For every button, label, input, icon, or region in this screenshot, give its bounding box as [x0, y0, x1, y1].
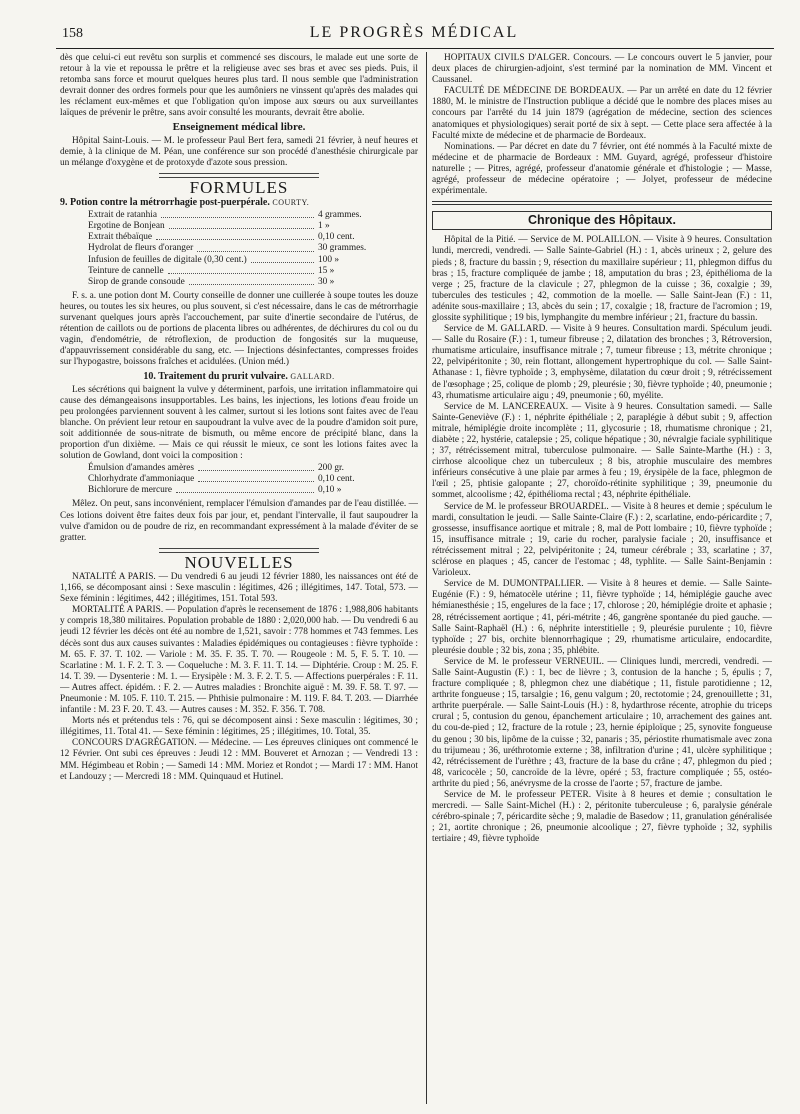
formula-9-title	[60, 197, 418, 208]
rx-qty: 4 grammes.	[318, 210, 362, 221]
alger-paragraph: HÔPITAUX CIVILS D'ALGER. Concours. — Le concours ouvert le 5 janvier, pour deux places de chirurgien-adjoint, s'est terminé par la nomination de MM. Vincent et Caussanel.	[432, 53, 772, 86]
rx-item: Bichlorure de mercure	[88, 485, 173, 496]
rx-qty: 200 gr.	[318, 463, 344, 474]
column-divider	[426, 52, 427, 1104]
formula-10-text2: Mêlez. On peut, sans inconvénient, remplacer l'émulsion d'amandes par de l'eau distillée. — Ces lotions doivent être faites deux fois par jour, et, pendant l'intervalle, il faut saupoudrer la vulve d'amidon ou de poudre de riz, en recommandant expressément à la malade d'éviter de se gratter.	[60, 499, 418, 543]
rx-qty: 0,10 cent.	[318, 474, 355, 485]
verneuil-paragraph: Service de M. le professeur VERNEUIL. — Cliniques lundi, mercredi, vendredi. — Salle Saint-Augustin (F.) : 1, bec de lièvre ; 3, contusion de la hanche ; 5, épulis ; 7, fracture compliquée ; 8, phlegmon chez une diabétique ; 11, fistule parotidienne ; 12, arthrite fongueuse ; 15, tarsalgie ; 16, genu valgum ; 20, rectotomie ; 24, grenouillette ; 31, arthrite puerpérale. — Salle Saint-Louis (H.) : 8, hydarthrose récente, atrophie du triceps crural ; 5, contusion du genou, épanchement articulaire ; 10, arrachement des gaines ant. du cou-de-pied ; 12, fracture de la rotule ; 23, hernie épiploïque ; 25, synovite fongueuse du genou ; 30 bis, lipôme de la cuisse ; 32, panaris ; 35, périostite rhumatismale avec zona du trijumeau ; 36, uréthrotomie externe ; 38, infiltration d'urine ; 41, ulcère syphilitique ; 42, rétrécissement de l'urèthre ; 43, fracture de la base du crâne ; 47, phlegmon du pied ; 48, varicocèle ; 50, cancroïde de la lèvre, opéré ; 53, fracture compliquée ; 55, ostéo-arthrite du pied ; 56, anévrysme de la crosse de l'aorte ; 57, fracture de jambe.	[432, 656, 772, 789]
chronique-title: Chronique des Hôpitaux.	[432, 211, 772, 230]
rx-row	[88, 221, 388, 232]
peter-paragraph: Service de M. le professeur PETER. Visite à 8 heures et demie ; consultation le mercredi. — Salle Saint-Michel (H.) : 2, péritonite tuberculeuse ; 6, paralysie générale cérébro-spinale ; 7, péricardite sèche ; 9, maladie de Basedow ; 11, granulation généralisée ; 21, aortite chronique ; 26, pneumonie alcoolique ; 27, fièvre typhoïde ; 32, syphilis tertiaire ; 49, fièvre typhoïde	[432, 790, 772, 845]
rx-item: Émulsion d'amandes amères	[88, 463, 194, 474]
rx-row	[88, 232, 388, 243]
enseignement-text: Hôpital Saint-Louis. — M. le professeur Paul Bert fera, samedi 21 février, à neuf heures et demie, à la clinique de M. Péan, une conférence sur son procédé d'anesthésie chirurgicale par un mélange d'oxygène et de protoxyde d'azote sous pression.	[60, 135, 418, 168]
right-column	[432, 53, 772, 1105]
rx-qty: 0,10 cent.	[318, 232, 355, 243]
intro-paragraph: dès que celui-ci eut revêtu son surplis et commencé ses discours, le malade eut une sorte de retour à la vie et repoussa le prêtre et la religieuse avec ses bras et avec ses pieds. Puis, il retomba sans force et mourut quelques heures plus tard. Il nous semble que l'administration devrait donner des ordres formels pour que les aumôniers ne vinssent qu'après des malades qui les réclament eux-mêmes et que l'obligation qu'on impose aux sœurs ou aux surveillantes laïques de prévenir le prêtre, sans avoir consulté les mourants, devrait être abolie.	[60, 53, 418, 119]
gallard-paragraph: Service de M. GALLARD. — Visite à 9 heures. Consultation mardi. Spéculum jeudi. — Salle du Rosaire (F.) : 1, tumeur fibreuse ; 2, dilatation des bronches ; 3, Rétroversion, rhumatisme articulaire, insuffisance mitrale ; 7, tumeur fibreuse ; 13, métrite chronique ; 22, pelvipéritonite ; 30, rein flottant, allongement hypertrophique du col. — Salle Saint-Athanase : 1, fièvre typhoïde ; 3, emphysème, dilatation du cœur droit ; 9, rétrécissement de l'œsophage ; 25, colique de plomb ; 29, pleurésie ; 30, fièvre typhoïde ; 40, pneumonie ; 43, rhumatisme articulaire aigu ; 49, pneumonie ; 60, myélite.	[432, 324, 772, 401]
pitie-paragraph: Hôpital de la Pitié. — Service de M. POLAILLON. — Visite à 9 heures. Consultation lundi, mercredi, vendredi. — Salle Sainte-Gabriel (H.) : 1, abcès urineux ; 2, gelure des pieds ; 8, fracture du bassin ; 9, résection du maxillaire supérieur ; 11, phlegmon diffus du bras ; 15, fracture compliquée de jambe ; 18, amputation du bras ; 23, épithélioma de la verge ; 25, fracture de la clavicule ; 27, phlegmon de la cuisse ; 36, coxalgie ; 39, tubercules des testicules ; 42, commotion de la moelle. — Salle Saint-Jean (F.) : 11, adénite sous-maxillaire ; 13, abcès du sein ; 17, coxalgie ; 18, fracture de l'acromion ; 19, glossite syphilitique ; 19 bis, lymphangite du membre inférieur ; 21, fracture du bassin.	[432, 235, 772, 323]
formula-9-text: F. s. a. une potion dont M. Courty conseille de donner une cuillerée à soupe toutes les douze heures, ou toutes les six heures, ou plus souvent, si c'est nécessaire, dans le cas de métrorrhagie survenant quelques jours après l'accouchement, par suite d'inertie secondaire de l'utérus, de rétention de caillots ou de portions de placenta libres ou adhérentes, de déchirures du col ou du vagin, d'endométrie, de rétroflexion, de production de fongosités sur la muqueuse, d'appauvrissement considérable du sang, etc. — Injections désinfectantes, compresses froides sur l'hypogastre, boissons fraîches et acidulées. (Union méd.)	[60, 290, 418, 368]
rx-row	[88, 485, 388, 496]
rx-item: Infusion de feuilles de digitale (0,30 cent.)	[88, 254, 247, 265]
page-number: 158	[62, 26, 83, 41]
section-rule	[432, 201, 772, 205]
rx-qty: 1 »	[318, 221, 330, 232]
rx-row	[88, 210, 388, 221]
concours-paragraph: CONCOURS D'AGRÉGATION. — Médecine. — Les épreuves cliniques ont commencé le 12 Février. Ont subi ces épreuves : Jeudi 12 : MM. Bouveret et Arnozan ; — Vendredi 13 : MM. Hégimbeau et Robin ; — Samedi 14 : MM. Moriez et Rondot ; — Mardi 17 : MM. Hanot et Landouzy ; — Mercredi 18 : MM. Quinquaud et Hutinel.	[60, 738, 418, 782]
formula-10-prescription	[88, 463, 388, 496]
rx-qty: 15 »	[318, 265, 335, 276]
formula-10-author: GALLARD.	[290, 372, 335, 382]
formula-9-author: COURTY.	[272, 198, 310, 208]
left-column	[60, 53, 418, 1105]
rx-item: Teinture de cannelle	[88, 265, 164, 276]
formula-9-prescription	[88, 210, 388, 288]
dumontpallier-paragraph: Service de M. DUMONTPALLIER. — Visite à 8 heures et demie. — Salle Sainte-Eugénie (F.) : 9, hématocèle utérine ; 11, fièvre typhoïde ; 14, hémiplégie gauche avec hémianesthésie ; 15, engelures de la face ; 17, chlorose ; 20, hémiplégie droite et aphasie ; 28, rétrécissement aortique ; 41, péri-métrite ; 46, gangrène spontanée du pied gauche. — Salle Saint-Raphaël (H.) : 6, néphrite interstitielle ; 9, pleurésie purulente ; 10, fièvre typhoïde ; 27 bis, orchite blennorrhagique ; 29, rhumatisme articulaire, endocardite, pleurésie double ; 32 bis, zona ; 35, phlébite.	[432, 579, 772, 656]
formula-10-title-text: 10. Traitement du prurit vulvaire.	[143, 371, 288, 383]
lancereaux-paragraph: Service de M. LANCEREAUX. — Visite à 9 heures. Consultation samedi. — Salle Sainte-Geneviève (F.) : 1, néphrite épithéliale ; 2, paraplégie à début subit ; 9, affection mitrale, hémiplégie droite incomplète ; 11, glycosurie ; 18, rhumatisme chronique ; 21, diabète ; 22, hystérie, catalepsie ; 25, colique hépatique ; 30, névralgie faciale syphilitique ; 37, rétrécissement mitral, tuberculose pulmonaire. — Salle Sainte-Marthe (H.) : 3, cirrhose alcoolique chez un tuberculeux ; 8 bis, atrophie musculaire des membres inférieurs consécutive à une plaie par armes à feu ; 19, érysipèle de la face, phlegmon de l'œil ; 25, phtisie galopante ; 27, choroïdo-rétinite syphilitique ; 39, pneumonie du sommet, alcoolisme ; 42, épithélioma rectal ; 43, néphrite épithéliale.	[432, 401, 772, 501]
page-header	[56, 22, 772, 44]
natalite-paragraph: NATALITÉ A PARIS. — Du vendredi 6 au jeudi 12 février 1880, les naissances ont été de 1,166, se décomposant ainsi : Sexe masculin : légitimes, 426 ; illégitimes, 147. Total, 573. — Sexe féminin : légitimes, 442 ; illégitimes, 151. Total 593.	[60, 571, 418, 605]
rx-row	[88, 243, 388, 254]
rx-item: Hydrolat de fleurs d'oranger	[88, 243, 194, 254]
formula-10-text: Les sécrétions qui baignent la vulve y déterminent, parfois, une irritation inflammatoire qui cause des démangeaisons insupportables. Les bains, les injections, les lotions d'eau froide un peu prolongées parviennent souvent à les calmer, surtout si les lotions sont faites avec de l'eau blanche. On prévient leur retour en saupoudrant la vulve avec de la poudre d'amidon soit pure, soit additionnée de sous-nitrate de bismuth, ou même encore de précipité blanc, dans la proportion d'un dixième. — Mais ce qui réussit le mieux, ce sont les lotions faites avec la solution de Gowland, dont voici la composition :	[60, 384, 418, 462]
rx-qty: 30 grammes.	[318, 243, 367, 254]
rx-qty: 0,10 »	[318, 485, 342, 496]
rx-row	[88, 463, 388, 474]
rx-item: Extrait de ratanhia	[88, 210, 158, 221]
formules-heading: FORMULES	[189, 177, 289, 197]
rx-row	[88, 474, 388, 485]
rx-item: Extrait thébaïque	[88, 232, 153, 243]
rx-item: Ergotine de Bonjean	[88, 221, 165, 232]
nouvelles-heading: NOUVELLES	[184, 552, 294, 572]
formula-9-title-text: 9. Potion contre la métrorrhagie post-puerpérale.	[60, 197, 270, 209]
rx-row	[88, 255, 388, 266]
mortalite-paragraph: MORTALITÉ A PARIS. — Population d'après le recensement de 1876 : 1,988,806 habitants y compris 18,380 militaires. Population probable de 1880 : 2,020,000 hab. — Du vendredi 6 au jeudi 12 février les décès ont été au nombre de 1,521, savoir : 778 hommes et 743 femmes. Les décès sont dus aux causes suivantes : Maladies épidémiques ou contagieuses : fièvre typhoïde : M. 65. F. 37. T. 102. — Variole : M. 35. F. 35. T. 70. — Rougeole : M. 5, F. 5. T. 10. — Scarlatine : M. 1. F. 2. T. 3. — Coqueluche : M. 3. F. 11. T. 14. — Diphtérie. Croup : M. 25. F. 14. T. 39. — Dysenterie : M. 1. — Erysipèle : M. 3. F. 2. T. 5. — Affections puerpérales : F. 11. — Autres affect. épidém. : F. 2. — Autres maladies : Bronchite aiguë : M. 39. F. 58. T. 97. — Pneumonie : M. 105. F. 110. T. 215. — Phthisie pulmonaire : M. 119. F. 84. T. 203. — Diarrhée infantile : M. 23 F. 20. T. 43. — Autres causes : M. 352. F. 356. T. 708.	[60, 605, 418, 716]
morts-paragraph: Morts nés et prétendus tels : 76, qui se décomposent ainsi : Sexe masculin : légitimes, 30 ; illégitimes, 11. Total 41. — Sexe féminin : légitimes, 25 ; illégitimes, 10. Total, 35.	[60, 716, 418, 738]
rx-row	[88, 277, 388, 288]
formula-10-title	[60, 371, 418, 382]
brouardel-paragraph: Service de M. le professeur BROUARDEL. — Visite à 8 heures et demie ; spéculum le mardi, consultation le jeudi. — Salle Sainte-Claire (F.) : 2, scarlatine, endo-péricardite ; 7, grossesse, insuffisance aortique et mitrale ; 8, mal de Pott lombaire ; 10, fièvre typhoïde ; 15, insuffisance mitrale ; 19, carie du rocher, paralysie faciale ; 20, insuffisance et rétrécissement mitral ; 22, pelvipéritonite ; 24, tumeur cérébrale ; 33, scarlatine ; 37, sclérose en plaques ; 45, cancer de l'estomac ; 48, typhlite. — Salle Saint-Benjamin : Varioleux.	[432, 501, 772, 579]
enseignement-title: Enseignement médical libre.	[172, 120, 306, 133]
rx-item: Sirop de grande consoude	[88, 276, 185, 287]
header-rule	[56, 48, 774, 49]
nominations-paragraph: Nominations. — Par décret en date du 7 février, ont été nommés à la Faculté mixte de médecine et de pharmacie de Bordeaux : MM. Guyard, agrégé, professeur d'histoire naturelle ; — Pitres, agrégé, professeur d'anatomie générale et d'histologie ; — Masse, agrégé, professeur de médecine opératoire ; — Jolyet, professeur de médecine expérimentale.	[432, 141, 772, 197]
bordeaux-paragraph: FACULTÉ DE MÉDECINE DE BORDEAUX. — Par un arrêté en date du 12 février 1880, M. le ministre de l'Instruction publique a décidé que le nombre des places mises au concours par l'arrêté du 14 juin 1879 (agrégation de médecine, section des sciences anatomiques et physiologiques) serait porté de six à sept. — Cette place sera affectée à la Faculté mixte de médecine et de pharmacie de Bordeaux.	[432, 86, 772, 141]
rx-qty: 100 »	[318, 254, 340, 265]
rx-item: Chlorhydrate d'ammoniaque	[88, 474, 195, 485]
journal-title: LE PROGRÈS MÉDICAL	[309, 24, 519, 41]
rx-row	[88, 266, 388, 277]
rx-qty: 30 »	[318, 276, 335, 287]
